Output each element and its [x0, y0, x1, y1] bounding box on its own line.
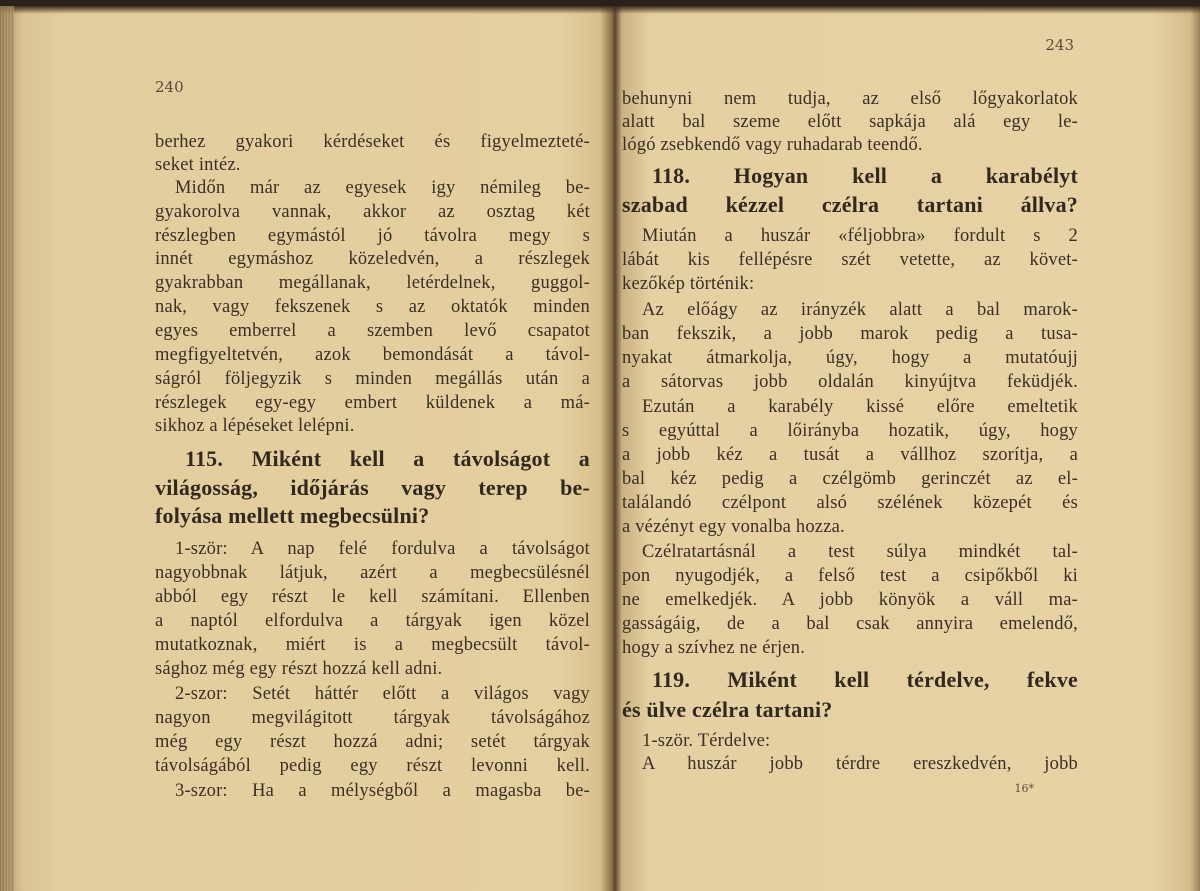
text-line: bal kéz pedig a czélgömb gerinczét az el-	[622, 469, 1078, 489]
text-line: Miután a huszár «féljobbra» fordult s 2	[642, 226, 1078, 246]
text-line: 3-szor: Ha a mélységből a magasba be-	[175, 781, 590, 801]
text-line: részlegek egy-egy embert küldenek a má-	[155, 393, 590, 413]
page-edges	[0, 6, 14, 891]
text-line: a naptól elfordulva a tárgyak igen közel	[155, 611, 590, 631]
section-heading-line: világosság, időjárás vagy terep be-	[155, 475, 590, 500]
text-line: berhez gyakori kérdéseket és figyelmezteté-	[155, 132, 590, 152]
text-line: abból egy részt le kell számítani. Ellenben	[155, 587, 590, 607]
text-line: egyes emberrel a szemben levő csapatot	[155, 321, 590, 341]
text-line: pon nyugodjék, a felső test a csipőkből ki	[622, 566, 1078, 586]
text-line: 1-ször: A nap felé fordulva a távolságot	[175, 539, 590, 559]
text-line: ne emelkedjék. A jobb könyök a váll ma-	[622, 590, 1078, 610]
text-line: nyakat átmarkolja, úgy, hogy a mutatóujj	[622, 348, 1078, 368]
page-number: 240	[155, 78, 184, 96]
text-line: Czélratartásnál a test súlya mindkét tal-	[642, 542, 1078, 562]
text-line: nak, vagy fekszenek s az oktatók minden	[155, 297, 590, 317]
text-line: behunyni nem tudja, az első lőgyakorlatok	[622, 89, 1078, 109]
text-line: s egyúttal a lőirányba hozatik, úgy, hogy	[622, 421, 1078, 441]
text-line: Midőn már az egyesek igy némileg be-	[175, 178, 590, 198]
text-line: 1-ször. Térdelve:	[642, 731, 771, 751]
text-line: megfigyeltetvén, azok bemondását a távol-	[155, 345, 590, 365]
text-line: alatt bal szeme előtt sapkája alá egy le-	[622, 112, 1078, 132]
text-line: kezőkép történik:	[622, 274, 755, 294]
text-line: gyakorolva vannak, akkor az osztag két	[155, 202, 590, 222]
section-heading-line: és ülve czélra tartani?	[622, 697, 833, 722]
text-line: a vézényt egy vonalba hozza.	[622, 517, 845, 537]
text-line: a jobb kéz a tusát a vállhoz szorítja, a	[622, 445, 1078, 465]
section-heading-line: folyása mellett megbecsülni?	[155, 503, 430, 528]
text-line: ban fekszik, a jobb marok pedig a tusa-	[622, 324, 1078, 344]
text-line: nagyon megvilágitott tárgyak távolságához	[155, 708, 590, 728]
text-line: Ezután a karabély kissé előre emeltetik	[642, 397, 1078, 417]
text-line: 2-szor: Setét háttér előtt a világos vagy	[175, 684, 590, 704]
text-line: A huszár jobb térdre ereszkedvén, jobb	[642, 754, 1078, 774]
signature-mark: 16*	[1014, 782, 1034, 795]
text-line: gyakrabban megállanak, letérdelnek, guggol-	[155, 273, 590, 293]
section-heading-line: szabad kézzel czélra tartani állva?	[622, 192, 1078, 217]
text-line: találandó czélpont alsó szélének közepét és	[622, 493, 1078, 513]
text-line: lábát kis fellépésre szét vetette, az követ-	[622, 250, 1078, 270]
text-line: innét egymáshoz közeledvén, a részlegek	[155, 249, 590, 269]
text-line: lógó zsebkendő vagy ruhadarab teendő.	[622, 135, 923, 155]
text-line: Az előágy az irányzék alatt a bal marok-	[642, 300, 1078, 320]
text-line: ságról följegyzik s minden megállás után a	[155, 369, 590, 389]
section-heading-line: 118. Hogyan kell a karabélyt	[652, 163, 1078, 188]
text-line: távolságából pedig egy részt levonni kell.	[155, 756, 590, 776]
text-line: részlegben egymástól jó távolra megy s	[155, 226, 590, 246]
text-line: még egy részt hozzá adni; setét tárgyak	[155, 732, 590, 752]
text-line: gasságáig, de a bal csak annyira emelendő,	[622, 614, 1078, 634]
text-line: seket intéz.	[155, 155, 241, 175]
text-line: sikhoz a lépéseket lelépni.	[155, 416, 355, 436]
text-line: hogy a szívhez ne érjen.	[622, 638, 806, 658]
section-heading-line: 119. Miként kell térdelve, fekve	[652, 667, 1078, 692]
section-heading-line: 115. Miként kell a távolságot a	[185, 446, 590, 471]
text-line: a sátorvas jobb oldalán kinyújtva feküdjék.	[622, 372, 1078, 392]
page-number: 243	[1045, 36, 1074, 54]
text-line: mutatkoznak, miért is a megbecsült távol-	[155, 635, 590, 655]
text-line: sághoz még egy részt hozzá kell adni.	[155, 659, 443, 679]
text-line: nagyobbnak látjuk, azért a megbecsülésnél	[155, 563, 590, 583]
